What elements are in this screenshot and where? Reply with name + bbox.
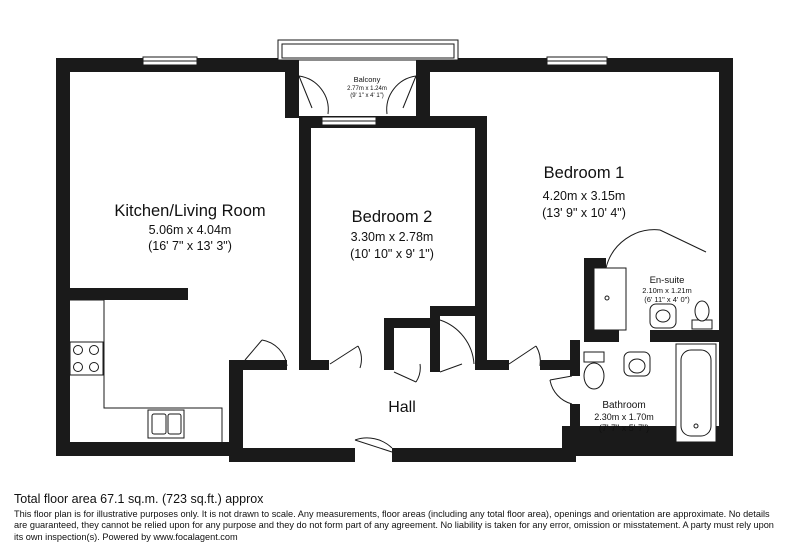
wall (229, 360, 243, 456)
balcony-imperial: (9' 1" x 4' 1") (350, 93, 384, 99)
wall (650, 330, 719, 342)
total-floor-area: Total floor area 67.1 sq.m. (723 sq.ft.) approx (14, 492, 264, 506)
disclaimer: This floor plan is for illustrative purposes only. It is not drawn to scale. Any measurements, floor areas (including any total floor area), openings and orientation are approximate. No details are guaranteed, they cannot be relied upon for any purpose and they do not form part of any agreement. No liability is taken for any error, omission or misstatement. A party must rely upon its own inspection(s). Powered by www.focalagent.com (14, 509, 774, 542)
bathroom-metric: 2.30m x 1.70m (594, 412, 654, 422)
bedroom1-metric: 4.20m x 3.15m (542, 189, 626, 203)
kitchen-metric: 5.06m x 4.04m (148, 223, 232, 237)
bedroom2-metric: 3.30m x 2.78m (350, 230, 434, 244)
wall (416, 58, 430, 118)
kitchen-imperial: (16' 7" x 13' 3") (148, 239, 232, 253)
shower-icon (594, 268, 626, 330)
wall (584, 258, 594, 342)
ensuite-imperial: (6' 11" x 4' 0") (644, 295, 690, 304)
kitchen-name: Kitchen/Living Room (114, 202, 266, 220)
wall (475, 116, 487, 365)
wall (56, 58, 70, 456)
wall (70, 288, 188, 300)
balcony-metric: 2.77m x 1.24m (347, 86, 387, 92)
wall (570, 340, 580, 376)
bedroom1-imperial: (13' 9" x 10' 4") (542, 206, 626, 220)
wall (299, 360, 329, 370)
wall (243, 360, 287, 370)
wall (475, 360, 509, 370)
balcony-name: Balcony (353, 75, 381, 84)
wall (584, 258, 606, 268)
wall (719, 58, 733, 456)
wall (430, 306, 440, 372)
wall (584, 330, 619, 342)
wall (56, 442, 243, 456)
wall (299, 116, 311, 365)
toilet-icon (584, 363, 604, 389)
wall (285, 58, 299, 118)
footer (14, 492, 774, 543)
wall (540, 360, 570, 370)
ensuite-name: En-suite (649, 275, 685, 286)
bedroom2-name: Bedroom 2 (351, 208, 433, 226)
wall (229, 448, 355, 462)
bathroom-name: Bathroom (602, 400, 646, 411)
wall (392, 448, 571, 462)
wall (384, 318, 434, 328)
bedroom2-imperial: (10' 10" x 9' 1") (350, 247, 434, 261)
hall-name: Hall (388, 399, 416, 416)
ensuite-metric: 2.10m x 1.21m (642, 286, 692, 295)
bedroom1-name: Bedroom 1 (543, 164, 625, 182)
bathroom-imperial: (7' 7" x 5' 7") (598, 423, 650, 433)
wall (570, 404, 580, 434)
